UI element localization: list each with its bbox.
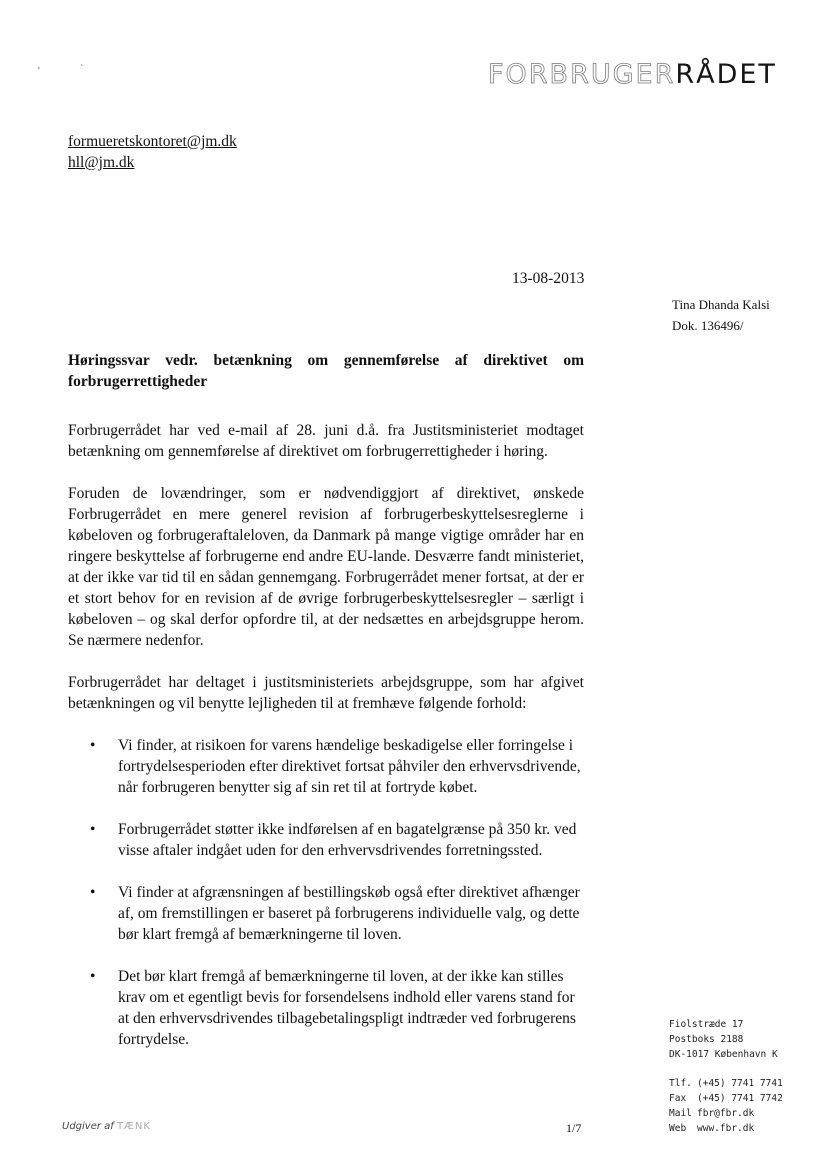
bullet-marker: • (90, 821, 96, 838)
address-city: DK-1017 København K (669, 1049, 778, 1060)
bullet-list (68, 735, 584, 1050)
bullet-item (68, 966, 584, 1050)
logo-light-part: FORBRUGER (488, 59, 676, 90)
contact-value[interactable]: www.fbr.dk (697, 1123, 755, 1134)
bullet-marker: • (90, 968, 96, 985)
logo-dark-part: RÅDET (675, 59, 777, 90)
email-link-hll[interactable]: hll@jm.dk (68, 154, 135, 171)
bullet-item (68, 819, 584, 861)
contact-value[interactable]: fbr@fbr.dk (697, 1108, 755, 1119)
contact-label: Fax (669, 1093, 687, 1104)
publisher-text: Udgiver af (62, 1121, 114, 1132)
page-number: 1/7 (566, 1121, 582, 1135)
bullet-marker: • (90, 737, 96, 754)
publisher-note (62, 1121, 151, 1132)
contact-value: (+45) 7741 7741 (697, 1078, 783, 1089)
bullet-item (68, 882, 584, 945)
contact-label: Web (669, 1123, 687, 1134)
forbrugerraadet-logo (488, 60, 777, 90)
scan-mark: ' (38, 66, 40, 77)
bullet-item (68, 735, 584, 798)
recipient-emails (68, 131, 237, 173)
address-pobox: Postboks 2188 (669, 1034, 744, 1045)
contact-label: Tlf. (669, 1078, 692, 1089)
author-name: Tina Dhanda Kalsi (672, 297, 770, 312)
letter-date: 13-08-2013 (512, 270, 585, 287)
bullet-text: Det bør klart fremgå af bemærkningerne til loven, at der ikke kan stilles krav om et egentligt bevis for forsendelsens indhold eller varens stand for at den erhvervsdrivendes tilbagebetalingspligt indtræder ved forbrugerens fortrydelse. (118, 968, 576, 1048)
address-street: Fiolstræde 17 (669, 1019, 744, 1030)
bullet-text: Vi finder, at risikoen for varens hændelige beskadigelse eller forringelse i fortrydelsesperioden efter direktivet fortsat påhviler den erhvervsdrivende, når forbrugeren benytter sig af sin ret til at fortryde købet. (118, 737, 581, 796)
bullet-marker: • (90, 884, 96, 901)
scan-mark: ` (80, 64, 84, 75)
paragraph: Foruden de lovændringer, som er nødvendiggjort af direktivet, ønskede Forbrugerrådet en mere generel revision af forbrugerbeskyttelsesreglerne i købeloven og forbrugeraftaleloven, da Danmark på mange vigtige områder har en ringere beskyttelse af forbrugerne end andre EU-lande. Desværre fandt ministeriet, at der ikke var tid til en sådan gennemgang. Forbrugerrådet mener fortsat, at der er et stort behov for en revision af de øvrige forbrugerbeskyttelsesregler – særligt i købeloven – og skal derfor opfordre til, at der nedsættes en arbejdsgruppe herom. Se nærmere nedenfor. (68, 485, 584, 649)
contact-fax (669, 1091, 783, 1106)
letter-title: Høringssvar vedr. betænkning om gennemførelse af direktivet om forbrugerrettigheder (68, 352, 584, 390)
paragraph: Forbrugerrådet har ved e-mail af 28. juni d.å. fra Justitsministeriet modtaget betænkning om gennemførelse af direktivet om forbrugerrettigheder i høring. (68, 422, 584, 460)
footer-address (669, 1017, 783, 1136)
contact-value: (+45) 7741 7742 (697, 1093, 783, 1104)
email-link-formueretskontoret[interactable]: formueretskontoret@jm.dk (68, 133, 237, 150)
contact-web (669, 1121, 783, 1136)
letter-body (68, 350, 584, 1071)
contact-label: Mail (669, 1108, 692, 1119)
taenk-logo: TÆNK (117, 1121, 151, 1132)
sender-meta (672, 294, 770, 336)
bullet-text: Vi finder at afgrænsningen af bestillingskøb også efter direktivet afhænger af, om fremstillingen er baseret på forbrugerens individuelle valg, og dette bør klart fremgå af bemærkningerne til loven. (118, 884, 580, 943)
document-reference: Dok. 136496/ (672, 318, 744, 333)
contact-phone (669, 1076, 783, 1091)
contact-mail (669, 1106, 783, 1121)
bullet-text: Forbrugerrådet støtter ikke indførelsen af en bagatelgrænse på 350 kr. ved visse aftaler indgået uden for den erhvervsdrivendes forretningssted. (118, 821, 577, 859)
paragraph: Forbrugerrådet har deltaget i justitsministeriets arbejdsgruppe, som har afgivet betænkningen og vil benytte lejligheden til at fremhæve følgende forhold: (68, 674, 584, 712)
